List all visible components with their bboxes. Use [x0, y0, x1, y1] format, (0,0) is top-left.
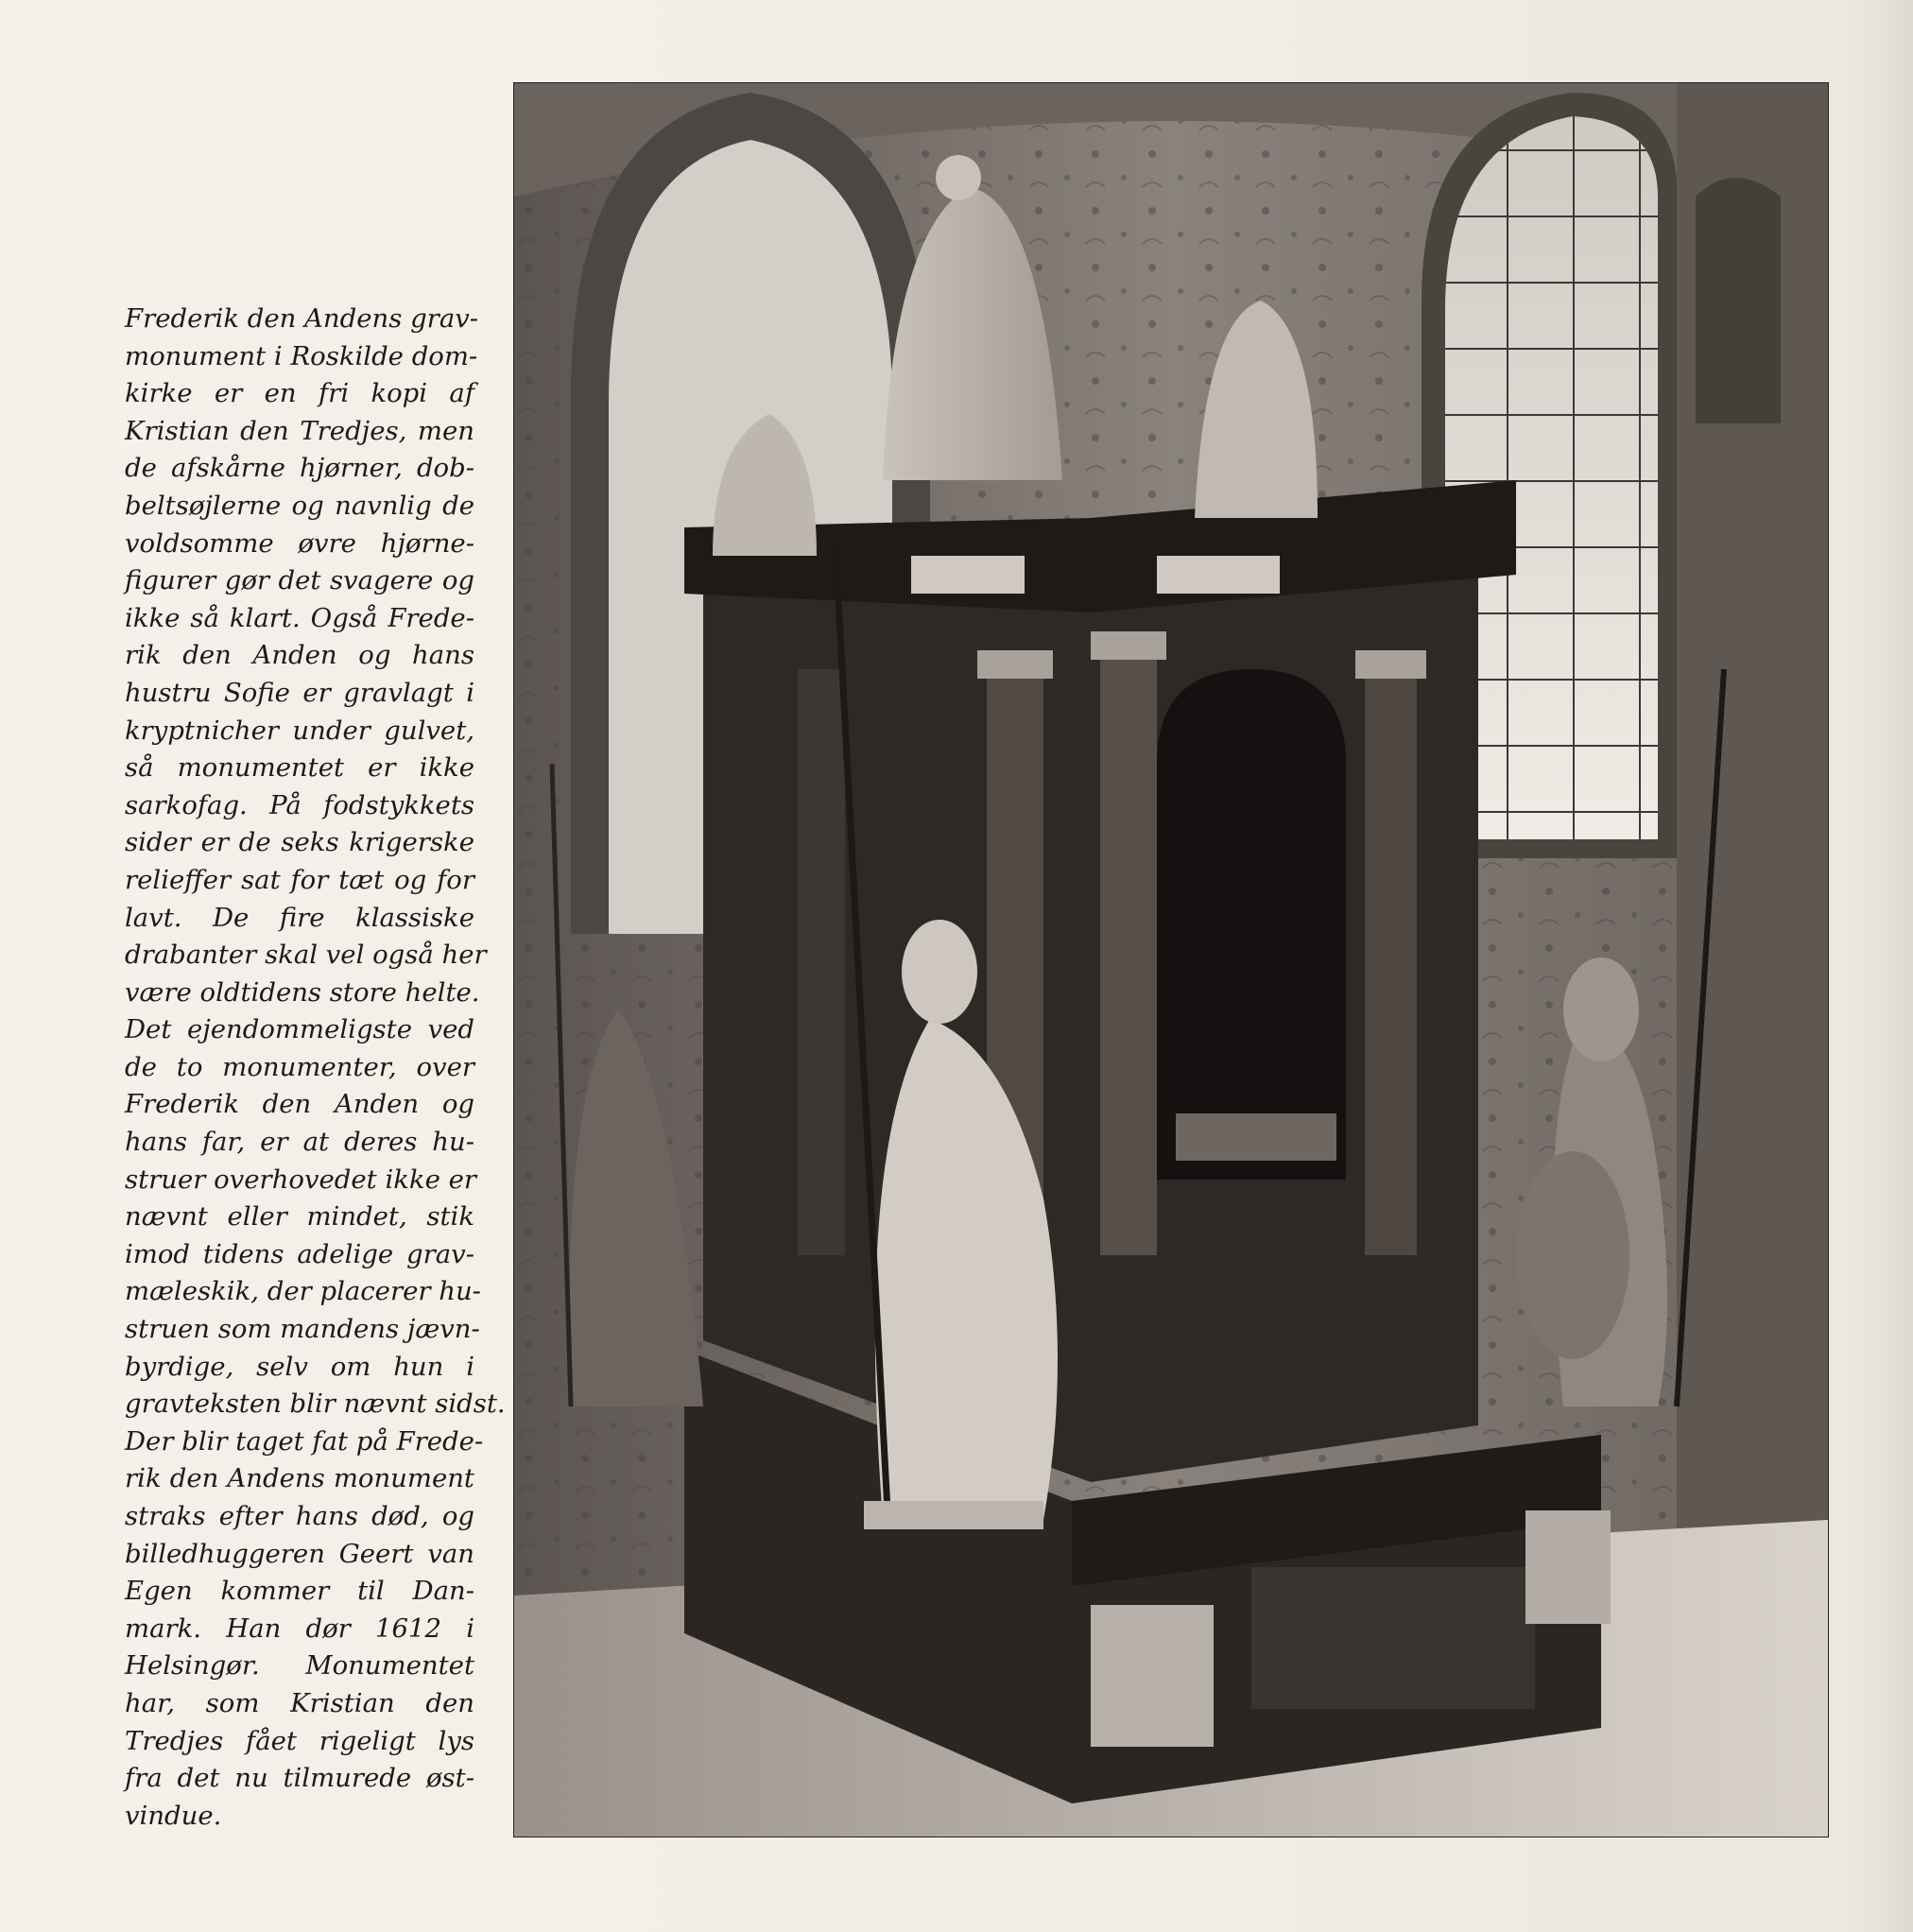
caption-line: straks efter hans død, og	[125, 1501, 474, 1531]
plinth-relief-panel	[1091, 1605, 1214, 1747]
caption-line: vindue.	[125, 1800, 222, 1831]
caption-line: hans far, er at deres hu-	[125, 1127, 474, 1158]
entablature-cartouche	[911, 556, 1025, 594]
caption-line: beltsøjlerne og navnlig de	[125, 490, 474, 521]
caption-line: være oldtidens store helte.	[125, 976, 480, 1008]
plinth-relief-panel	[1525, 1510, 1611, 1624]
plinth-inscription-panel	[1251, 1567, 1535, 1709]
caption-line: Helsingør. Monumentet	[125, 1650, 474, 1682]
marble-column	[1100, 650, 1157, 1255]
caption-line: Tredjes fået rigeligt lys	[125, 1725, 474, 1756]
caption-line: mæleskik, der placerer hu-	[125, 1276, 481, 1307]
caption-line: byrdige, selv om hun i	[125, 1351, 474, 1382]
statue-helmeted-head	[902, 920, 977, 1024]
caption-line: voldsomme øvre hjørne-	[125, 527, 474, 559]
caption-line: gravteksten blir nævnt sidst.	[125, 1389, 506, 1420]
sculpture-head	[936, 155, 981, 200]
column-capital	[977, 650, 1053, 679]
caption-line: imod tidens adelige grav-	[125, 1238, 474, 1269]
caption-line: fra det nu tilmurede øst-	[125, 1763, 474, 1794]
marble-column	[798, 669, 845, 1255]
caption-line: drabanter skal vel også her	[125, 940, 487, 971]
statue-shield	[1516, 1151, 1629, 1359]
caption-line: monument i Roskilde dom-	[125, 340, 478, 371]
caption-line: så monumentet er ikke	[125, 752, 474, 784]
caption-line: Frederik den Andens grav-	[125, 303, 479, 334]
caption-line: mark. Han dør 1612 i	[125, 1613, 474, 1644]
column-capital	[1091, 631, 1166, 660]
caption-line: billedhuggeren Geert van	[125, 1538, 474, 1569]
entablature-cartouche	[1157, 556, 1280, 594]
caption-line: Kristian den Tredjes, men	[125, 415, 474, 446]
caption-line: Det ejendommeligste ved	[125, 1014, 474, 1045]
caption-line: ikke så klart. Også Frede-	[125, 602, 474, 633]
photo-illustration	[514, 83, 1828, 1837]
caption-line: Frederik den Anden og	[125, 1089, 474, 1120]
monument-photograph	[513, 82, 1829, 1837]
caption-line: struer overhovedet ikke er	[125, 1164, 477, 1195]
caption-line: struen som mandens jævn-	[125, 1314, 480, 1345]
fresco-figure	[1696, 178, 1781, 423]
caption-line: kryptnicher under gulvet,	[125, 715, 474, 746]
caption-line: Egen kommer til Dan-	[125, 1576, 474, 1607]
marble-column	[1365, 669, 1417, 1255]
statue-pedestal	[864, 1501, 1043, 1529]
caption-line: lavt. De fire klassiske	[125, 902, 474, 933]
caption-line: Der blir taget fat på Frede-	[125, 1425, 484, 1457]
caption-line: kirke er en fri kopi af	[125, 378, 474, 409]
column-capital	[1355, 650, 1426, 679]
caption-line: hustru Sofie er gravlagt i	[125, 677, 474, 708]
caption-line: relieffer sat for tæt og for	[125, 864, 474, 895]
effigy-tomb	[1176, 1113, 1336, 1161]
caption-line: de to monumenter, over	[125, 1051, 474, 1082]
caption-text	[125, 301, 506, 1835]
monument-arch-niche	[1157, 669, 1346, 1180]
page-edge-shadow	[1847, 0, 1913, 1932]
caption-line: nævnt eller mindet, stik	[125, 1201, 474, 1233]
caption-line: rik den Anden og hans	[125, 640, 474, 671]
caption-line: sider er de seks krigerske	[125, 827, 474, 858]
caption-line: figurer gør det svagere og	[125, 565, 474, 596]
caption-line: sarkofag. På fodstykkets	[125, 789, 474, 820]
statue-head	[1563, 957, 1639, 1061]
caption-line: rik den Andens monument	[125, 1463, 474, 1494]
caption-line: de afskårne hjørner, dob-	[125, 453, 474, 484]
caption-line: har, som Kristian den	[125, 1687, 474, 1718]
